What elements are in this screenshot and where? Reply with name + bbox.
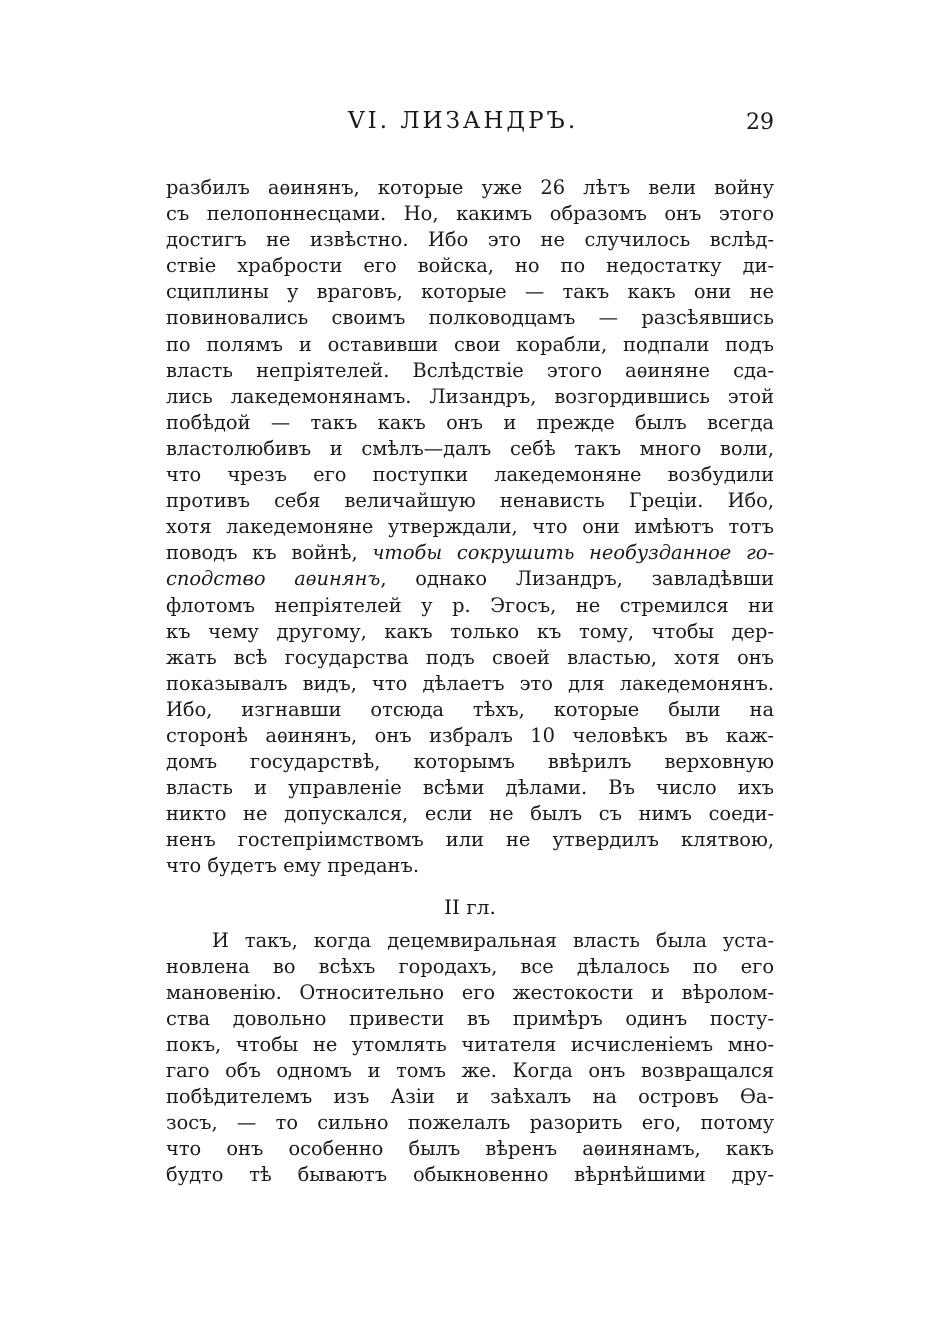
italic-phrase: сподство аѳинянъ (166, 567, 381, 591)
text-line: ненъ гостепріимствомъ или не утвердилъ клятвою, (166, 828, 774, 852)
text-line: будто тѣ бываютъ обыкновенно вѣрнѣйшими дру- (166, 1163, 774, 1187)
text-line: ствіе храбрости его войска, но по недостатку ди- (166, 254, 774, 278)
text-line: сциплины у враговъ, которые — такъ какъ они не (166, 280, 774, 304)
chapter-heading: II гл. (444, 894, 496, 919)
text-line: флотомъ непріятелей у р. Эгосъ, не стремился ни (166, 593, 774, 617)
text-line: разбилъ аѳинянъ, которые уже 26 лѣтъ вели войну (166, 176, 774, 199)
text-line-indented: И такъ, когда децемвиральная власть была уста- (212, 928, 774, 952)
text-segment: поводъ къ войнѣ, (166, 541, 373, 565)
text-line: мановенію. Относительно его жестокости и вѣролом- (166, 980, 774, 1004)
text-line: побѣдителемъ изъ Азіи и заѣхалъ на островъ Ѳа- (166, 1085, 774, 1109)
text-line: къ чему другому, какъ только къ тому, чтобы дер- (166, 619, 774, 643)
text-line: достигъ не извѣстно. Ибо это не случилось вслѣд- (166, 228, 774, 252)
text-line: по полямъ и оставивши свои корабли, подпали подъ (166, 332, 774, 356)
text-line: побѣдой — такъ какъ онъ и прежде былъ всегда (166, 410, 774, 434)
text-line: повиновались своимъ полководцамъ — разсѣявшись (166, 306, 774, 330)
page-number: 29 (746, 110, 774, 135)
running-title: VI. ЛИЗАНДРЪ. (348, 108, 579, 134)
italic-phrase: чтобы сокрушить необузданное го- (372, 541, 774, 565)
text-line: власть непріятелей. Вслѣдствіе этого аѳиняне сда- (166, 358, 774, 382)
text-line: властолюбивъ и смѣлъ—далъ себѣ такъ много воли, (166, 436, 774, 460)
text-line (166, 540, 774, 566)
text-line: новлена во всѣхъ городахъ, все дѣлалось по его (166, 954, 774, 978)
text-line: никто не допускался, если не былъ съ нимъ соеди- (166, 802, 774, 826)
paragraph-1 (166, 175, 774, 880)
text-line-last: что будетъ ему преданъ. (166, 854, 419, 878)
text-line: покъ, чтобы не утомлять читателя исчисленіемъ мно- (166, 1032, 774, 1056)
text-line: ства довольно привести въ примѣръ одинъ посту- (166, 1006, 774, 1030)
text-line: противъ себя величайшую ненависть Греціи. Ибо, (166, 489, 774, 513)
text-line: хотя лакедемоняне утверждали, что они имѣютъ тотъ (166, 515, 774, 539)
text-line: домъ государствѣ, которымъ ввѣрилъ верховную (166, 750, 774, 774)
text-line (166, 566, 774, 592)
text-line: что онъ особенно былъ вѣренъ аѳинянамъ, какъ (166, 1137, 774, 1161)
text-line: жать всѣ государства подъ своей властью, хотя онъ (166, 645, 774, 669)
text-line: зосъ, — то сильно пожелалъ разорить его, потому (166, 1111, 774, 1135)
text-line: лись лакедемонянамъ. Лизандръ, возгордившись этой (166, 384, 774, 408)
text-line: гаго объ одномъ и томъ же. Когда онъ возвращался (166, 1059, 774, 1082)
text-body (166, 175, 774, 1188)
text-line: что чрезъ его поступки лакедемоняне возбудили (166, 463, 774, 487)
text-line: Ибо, изгнавши отсюда тѣхъ, которые были на (166, 697, 774, 721)
text-line: показывалъ видъ, что дѣлаетъ это для лакедемонянъ. (166, 671, 774, 695)
paragraph-2 (166, 928, 774, 1189)
text-line: власть и управленіе всѣми дѣлами. Въ число ихъ (166, 776, 774, 800)
text-line: сторонѣ аѳинянъ, онъ избралъ 10 человѣкъ въ каж- (166, 723, 774, 747)
text-line: съ пелопоннесцами. Но, какимъ образомъ онъ этого (166, 202, 774, 226)
text-segment: , однако Лизандръ, завладѣвши (380, 567, 774, 591)
